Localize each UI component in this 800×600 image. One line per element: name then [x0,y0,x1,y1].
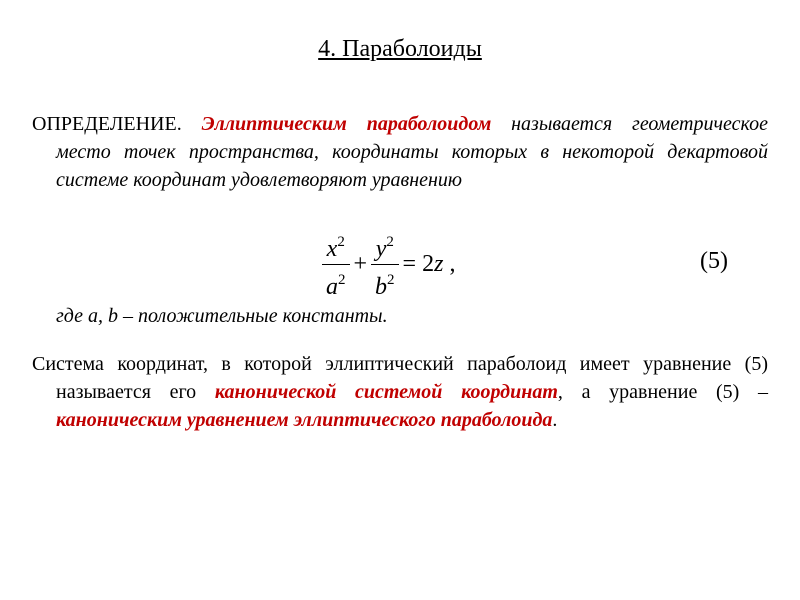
canonical-end: . [552,409,558,431]
equation-row [0,224,800,304]
exponent: 2 [337,233,345,250]
fraction-x2-a2 [322,227,350,302]
exponent: 2 [386,233,394,250]
numerator-x: x [326,235,338,262]
canonical-paragraph [32,350,768,434]
equation [318,224,455,304]
canonical-term1: канонической системой координат [214,381,558,403]
canonical-term2: каноническим уравнением эллиптического параболоида [56,409,553,431]
canonical-part2: , а уравнение (5) – [557,381,768,403]
denominator-b: b [375,273,388,300]
plus-sign: + [353,250,368,277]
where-prefix: где [56,305,84,327]
where-text: – положительные константы. [123,305,388,327]
canonical-block [32,350,768,434]
formula-comma: , [449,250,456,277]
exponent: 2 [338,271,346,288]
definition-paragraph [32,110,768,194]
definition-text: называется геометрическое место точек пространства, координаты которых в некоторой декартовой системе координат удовлетворяют уравнению [56,113,768,191]
fraction-y2-b2 [371,227,399,302]
definition-label: ОПРЕДЕЛЕНИЕ. [32,113,182,135]
separator: , [98,305,104,327]
constant-b: b [108,305,119,327]
constant-a: a [88,305,99,327]
where-line [56,305,388,328]
denominator-a: a [326,273,338,300]
slide-title: 4. Параболоиды [318,36,482,62]
equals-2: = 2 [402,250,435,277]
canonical-part1: Система координат, в которой эллиптический параболоид имеет уравнение (5) называется его [32,353,768,403]
definition-term: Эллиптическим параболоидом [201,113,492,135]
equation-number: (5) [700,248,728,274]
exponent: 2 [387,271,395,288]
numerator-y: y [375,235,387,262]
variable-z: z [434,250,444,277]
definition-block [32,110,768,194]
